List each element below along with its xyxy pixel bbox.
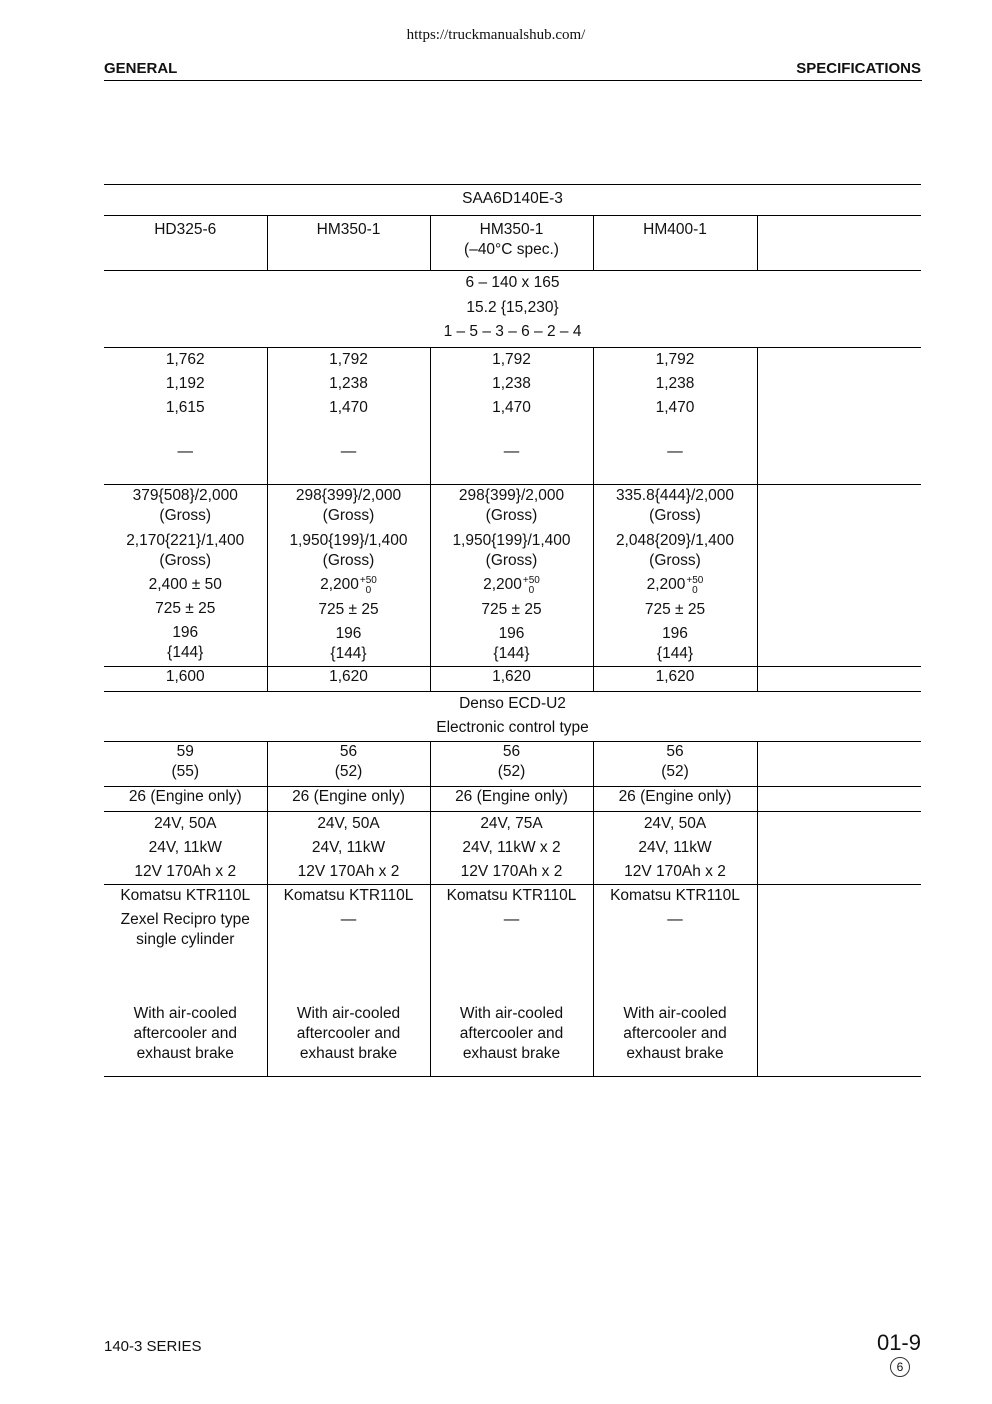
rated-output: 335.8{444}/2,000 <box>615 486 735 504</box>
dimensions-cell <box>267 347 430 484</box>
air-compressor: — <box>503 910 520 928</box>
coolant-row <box>104 786 921 811</box>
high-idle-speed <box>268 575 430 596</box>
max-torque: 1,950{199}/1,400 <box>289 531 408 549</box>
performance-cell <box>267 484 430 666</box>
weight-cell: 1,620 <box>593 666 757 691</box>
battery: 12V 170Ah x 2 <box>297 862 400 880</box>
fuel-consumption-alt: {144} <box>167 643 204 661</box>
common-spec-cell <box>104 271 921 348</box>
performance-cell <box>593 484 757 666</box>
oil-cell <box>104 741 267 786</box>
air-compressor-note <box>431 930 593 950</box>
other-note: exhaust brake <box>462 1044 561 1062</box>
starting-motor: 24V, 11kW <box>148 838 222 856</box>
high-idle-value: 2,200 <box>320 575 359 593</box>
performance-cell <box>430 484 593 666</box>
bore-stroke: 6 – 140 x 165 <box>465 274 560 291</box>
governor: Electronic control type <box>436 719 589 736</box>
turbocharger: Komatsu KTR110L <box>120 886 251 904</box>
oil-cell <box>430 741 593 786</box>
common-spec-row <box>104 271 921 348</box>
max-torque: 2,170{221}/1,400 <box>126 531 245 549</box>
max-torque: 1,950{199}/1,400 <box>452 531 571 549</box>
accessories-cell <box>267 884 430 1076</box>
max-torque: 2,048{209}/1,400 <box>615 531 735 549</box>
starting-motor: 24V, 11kW <box>311 838 386 856</box>
width-value: 1,192 <box>165 374 205 392</box>
other-note: aftercooler and <box>459 1024 564 1042</box>
coolant-cell: 26 (Engine only) <box>104 786 267 811</box>
empty-cell <box>757 811 921 884</box>
height-value: 1,615 <box>165 398 205 416</box>
air-compressor-note: single cylinder <box>136 930 235 948</box>
spec-table-wrapper <box>104 184 921 1077</box>
height-value: 1,470 <box>329 398 368 416</box>
fuel-consumption: 196 <box>335 624 362 642</box>
electrical-cell <box>430 811 593 884</box>
fuel-system-row <box>104 691 921 741</box>
engine-model-row <box>104 185 921 216</box>
torque-note: (Gross) <box>322 551 375 569</box>
accessories-cell <box>104 884 267 1076</box>
other-note: aftercooler and <box>133 1024 237 1042</box>
turbocharger: Komatsu KTR110L <box>610 886 740 904</box>
revision-mark: 6 <box>890 1357 910 1377</box>
electrical-cell <box>593 811 757 884</box>
fuel-consumption-alt: {144} <box>330 644 367 662</box>
high-idle-speed <box>594 575 757 596</box>
width-value: 1,238 <box>329 374 368 392</box>
empty-cell <box>757 347 921 484</box>
alternator: 24V, 50A <box>154 814 217 832</box>
empty-cell <box>757 484 921 666</box>
displacement: 15.2 {15,230} <box>466 298 559 316</box>
other-note: With air-cooled <box>623 1004 727 1022</box>
battery: 12V 170Ah x 2 <box>134 862 237 880</box>
oil-capacity: 56 <box>666 742 684 760</box>
turbocharger: Komatsu KTR110L <box>283 886 414 904</box>
empty-cell <box>757 741 921 786</box>
oil-refill: (52) <box>661 762 689 780</box>
low-idle-speed: 725 ± 25 <box>318 600 379 618</box>
performance-row <box>104 484 921 666</box>
length-value: 1,792 <box>655 350 695 368</box>
oil-cell <box>593 741 757 786</box>
machine-model-row <box>104 216 921 271</box>
oil-capacity: 56 <box>339 742 358 760</box>
empty-cell <box>757 666 921 691</box>
air-compressor: Zexel Recipro type <box>120 910 250 928</box>
other-note: With air-cooled <box>459 1004 564 1022</box>
chapter-title: SPECIFICATIONS <box>796 60 921 77</box>
model-name: HM400-1 <box>643 221 707 238</box>
header-rule <box>104 80 922 81</box>
empty-cell <box>757 786 921 811</box>
height-value: 1,470 <box>655 398 695 416</box>
oil-row <box>104 741 921 786</box>
rated-output: 298{399}/2,000 <box>458 486 565 504</box>
high-idle-speed: 2,400 ± 50 <box>148 575 222 593</box>
model-cell <box>267 216 430 271</box>
accessories-row <box>104 884 921 1076</box>
tolerance-lower: 0 <box>365 584 372 596</box>
other-note: aftercooler and <box>623 1024 727 1042</box>
low-idle-speed: 725 ± 25 <box>481 600 542 618</box>
torque-note: (Gross) <box>649 551 701 569</box>
electrical-cell <box>267 811 430 884</box>
performance-cell <box>104 484 267 666</box>
tolerance <box>360 576 377 596</box>
oil-refill: (52) <box>497 762 526 780</box>
height-value: 1,470 <box>492 398 531 416</box>
accessories-cell <box>593 884 757 1076</box>
oil-refill: (52) <box>334 762 363 780</box>
model-name: HM350-1 <box>479 221 544 238</box>
high-idle-value: 2,200 <box>646 575 686 593</box>
model-cell <box>593 216 757 271</box>
engine-model: SAA6D140E-3 <box>104 185 921 216</box>
length-value: 1,792 <box>329 350 368 368</box>
width-value: 1,238 <box>655 374 695 392</box>
fuel-consumption: 196 <box>498 624 525 642</box>
model-name: HD325-6 <box>154 221 217 238</box>
high-idle-value: 2,200 <box>483 575 522 593</box>
rated-output: 379{508}/2,000 <box>132 486 238 504</box>
section-title: GENERAL <box>104 60 178 77</box>
empty-cell <box>757 884 921 1076</box>
battery: 12V 170Ah x 2 <box>460 862 563 880</box>
dash-value: — <box>667 442 683 460</box>
other-note: exhaust brake <box>299 1044 398 1062</box>
coolant-cell: 26 (Engine only) <box>430 786 593 811</box>
output-note: (Gross) <box>159 506 212 524</box>
tolerance-lower: 0 <box>692 584 698 596</box>
torque-note: (Gross) <box>159 551 212 569</box>
electrical-cell <box>104 811 267 884</box>
tolerance <box>686 576 703 596</box>
torque-note: (Gross) <box>485 551 538 569</box>
battery: 12V 170Ah x 2 <box>624 862 726 880</box>
starting-motor: 24V, 11kW <box>638 838 712 856</box>
low-idle-speed: 725 ± 25 <box>155 599 216 617</box>
width-value: 1,238 <box>492 374 531 392</box>
page-number: 01-9 <box>876 1330 921 1355</box>
oil-capacity: 56 <box>502 742 521 760</box>
model-cell <box>430 216 593 271</box>
tolerance <box>523 576 540 596</box>
fuel-consumption: 196 <box>172 623 199 641</box>
turbocharger: Komatsu KTR110L <box>446 886 577 904</box>
tolerance-upper: +50 <box>359 574 377 586</box>
low-idle-speed: 725 ± 25 <box>644 600 706 618</box>
other-note: exhaust brake <box>136 1044 234 1062</box>
model-name: HM350-1 <box>316 221 381 238</box>
output-note: (Gross) <box>485 506 538 524</box>
output-note: (Gross) <box>649 506 701 524</box>
tolerance-lower: 0 <box>528 584 535 596</box>
dash-value: — <box>340 442 357 460</box>
series-label: 140-3 SERIES <box>104 1338 202 1355</box>
model-spec-note: (–40°C spec.) <box>464 241 559 258</box>
dash-value: — <box>503 442 520 460</box>
model-cell <box>104 216 267 271</box>
alternator: 24V, 50A <box>643 814 707 832</box>
tolerance-upper: +50 <box>522 574 540 586</box>
other-note: aftercooler and <box>296 1024 401 1042</box>
source-url: https://truckmanualshub.com/ <box>406 27 586 43</box>
dimensions-cell <box>430 347 593 484</box>
electrical-row <box>104 811 921 884</box>
other-note: With air-cooled <box>296 1004 401 1022</box>
weight-cell: 1,600 <box>104 666 267 691</box>
air-compressor-note <box>594 930 757 950</box>
fuel-system-cell <box>104 691 921 741</box>
fuel-consumption-alt: {144} <box>656 644 694 662</box>
length-value: 1,792 <box>492 350 531 368</box>
dimensions-cell <box>593 347 757 484</box>
oil-capacity: 59 <box>176 742 194 760</box>
fuel-consumption-alt: {144} <box>493 644 530 662</box>
coolant-cell: 26 (Engine only) <box>267 786 430 811</box>
accessories-cell <box>430 884 593 1076</box>
starting-motor: 24V, 11kW x 2 <box>462 838 561 856</box>
weight-cell: 1,620 <box>267 666 430 691</box>
alternator: 24V, 75A <box>480 814 543 832</box>
oil-cell <box>267 741 430 786</box>
air-compressor-note <box>268 930 430 950</box>
dash-value: — <box>177 442 193 460</box>
coolant-cell: 26 (Engine only) <box>593 786 757 811</box>
other-note: With air-cooled <box>133 1004 237 1022</box>
output-note: (Gross) <box>322 506 375 524</box>
alternator: 24V, 50A <box>317 814 380 832</box>
weight-row <box>104 666 921 691</box>
air-compressor: — <box>667 910 683 928</box>
oil-refill: (55) <box>171 762 200 780</box>
tolerance-upper: +50 <box>686 574 704 586</box>
high-idle-speed <box>431 575 593 596</box>
other-note: exhaust brake <box>626 1044 724 1062</box>
firing-order: 1 – 5 – 3 – 6 – 2 – 4 <box>443 323 582 340</box>
empty-cell <box>757 216 921 271</box>
air-compressor: — <box>340 910 357 928</box>
rated-output: 298{399}/2,000 <box>295 486 402 504</box>
fuel-pump: Denso ECD-U2 <box>459 694 566 712</box>
specifications-table <box>104 184 921 1077</box>
dimensions-cell <box>104 347 267 484</box>
dimensions-row <box>104 347 921 484</box>
fuel-consumption: 196 <box>662 624 688 642</box>
length-value: 1,762 <box>165 350 205 368</box>
weight-cell: 1,620 <box>430 666 593 691</box>
